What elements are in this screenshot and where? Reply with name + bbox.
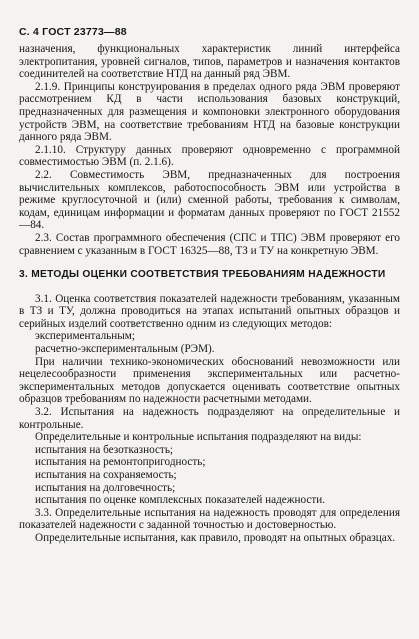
- method-calc-experimental: расчетно-экспериментальным (РЭМ).: [35, 343, 215, 356]
- paragraph-2-1-10: 2.1.10. Структуру данных проверяют одновременно с программной совместимостью ЭВМ (п. 2.1.6).: [19, 143, 400, 169]
- paragraph-test-types-intro: Определительные и контрольные испытания подразделяют на виды:: [35, 431, 362, 444]
- paragraph-3-1: 3.1. Оценка соответствия показателей надежности требованиям, указанным в ТЗ и ТУ, должна проводиться на этапах испытаний опытных образцов и серийных изделий соответственно одним из следующих методов:: [19, 292, 400, 330]
- paragraph-3-2: 3.2. Испытания на надежность подразделяют на определительные и контрольные.: [19, 406, 400, 431]
- list-item: испытания по оценке комплексных показателей надежности.: [35, 494, 326, 507]
- paragraph-economic-justification: При наличии технико-экономических обоснований невозможности или нецелесообразности применения экспериментальных или расчетно-экспериментальных методов допускается оценивать соответствие опытных образцов требованиям по надежности расчетными методами.: [19, 355, 400, 406]
- list-item: испытания на сохраняемость;: [35, 469, 177, 481]
- paragraph-2-2: 2.2. Совместимость ЭВМ, предназначенных для построения вычислительных комплексов, работоспособность ЭВМ или устройства в режиме круглосуточной и (или) сменной работы, требования к символам, кодам, единицам информации и форматам данных проверяют по ГОСТ 21552—84.: [19, 168, 400, 232]
- paragraph-continuation: назначения, функциональных характеристик линий интерфейса электропитания, уровней сигналов, типов, параметров и назначения контактов соединителей на соответствие НТД на данный ряд ЭВМ.: [19, 43, 400, 81]
- list-item: испытания на ремонтопригодность;: [35, 456, 206, 469]
- section-3-title: 3. МЕТОДЫ ОЦЕНКИ СООТВЕТСТВИЯ ТРЕБОВАНИЯМ НАДЕЖНОСТИ: [19, 269, 386, 281]
- paragraph-last: Определительные испытания, как правило, проводят на опытных образцах.: [35, 531, 396, 544]
- paragraph-2-1-9: 2.1.9. Принципы конструирования в пределах одного ряда ЭВМ проверяют рассмотрением КД в части использования базовых конструкций, предназначенных для размещения и компоновки электронного оборудования устройств ЭВМ, на соответствие требованиям НТД на базовые конструкции данного ряда ЭВМ.: [19, 80, 400, 144]
- list-item: испытания на безотказность;: [35, 443, 174, 456]
- paragraph-2-3: 2.3. Состав программного обеспечения (СПС и ТПС) ЭВМ проверяют его сравнением с указанным в ГОСТ 16325—88, ТЗ и ТУ на конкретную ЭВМ.: [19, 231, 400, 257]
- document-body: [19, 43, 400, 545]
- page-header: С. 4 ГОСТ 23773—88: [19, 26, 127, 38]
- list-item: испытания на долговечность;: [35, 481, 176, 494]
- method-experimental: экспериментальным;: [35, 330, 135, 343]
- paragraph-3-3: 3.3. Определительные испытания на надежность проводят для определения показателей надежности с заданной точностью и достоверностью.: [19, 506, 400, 532]
- test-types-list: [19, 444, 400, 507]
